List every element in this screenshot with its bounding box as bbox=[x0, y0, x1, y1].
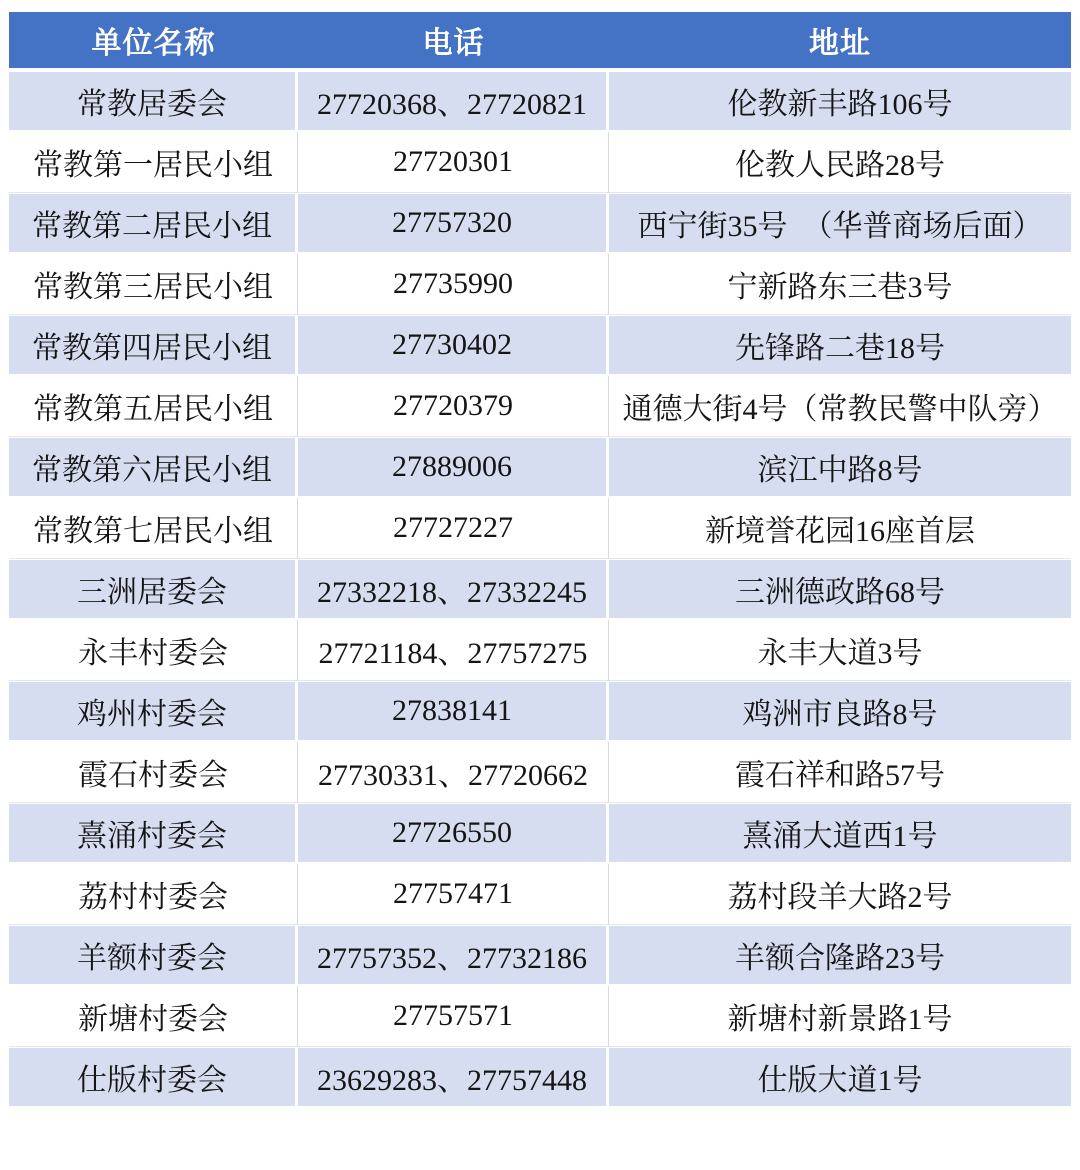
phone-cell: 27730331、27720662 bbox=[298, 742, 609, 803]
name-cell: 鸡州村委会 bbox=[9, 681, 298, 742]
name-cell: 熹涌村委会 bbox=[9, 803, 298, 864]
address-cell: 伦教新丰路106号 bbox=[609, 71, 1071, 132]
address-cell: 荔村段羊大路2号 bbox=[609, 864, 1071, 925]
phone-cell: 27757320 bbox=[298, 193, 609, 254]
name-cell: 常教居委会 bbox=[9, 71, 298, 132]
name-cell: 常教第二居民小组 bbox=[9, 193, 298, 254]
table-row bbox=[9, 132, 1071, 193]
address-cell: 羊额合隆路23号 bbox=[609, 925, 1071, 986]
column-header-phone: 电话 bbox=[298, 12, 609, 71]
address-cell: 宁新路东三巷3号 bbox=[609, 254, 1071, 315]
table-row bbox=[9, 315, 1071, 376]
table-row bbox=[9, 254, 1071, 315]
table-row bbox=[9, 681, 1071, 742]
phone-cell: 27720368、27720821 bbox=[298, 71, 609, 132]
name-cell: 霞石村委会 bbox=[9, 742, 298, 803]
address-cell: 新塘村新景路1号 bbox=[609, 986, 1071, 1047]
phone-cell: 27757571 bbox=[298, 986, 609, 1047]
table-row bbox=[9, 437, 1071, 498]
table-row bbox=[9, 803, 1071, 864]
phone-cell: 27730402 bbox=[298, 315, 609, 376]
table-row bbox=[9, 864, 1071, 925]
phone-cell: 27757471 bbox=[298, 864, 609, 925]
table-row bbox=[9, 376, 1071, 437]
address-cell: 仕版大道1号 bbox=[609, 1047, 1071, 1108]
address-cell: 先锋路二巷18号 bbox=[609, 315, 1071, 376]
table-row bbox=[9, 925, 1071, 986]
table-row bbox=[9, 1047, 1071, 1108]
phone-cell: 27721184、27757275 bbox=[298, 620, 609, 681]
column-header-address: 地址 bbox=[609, 12, 1071, 71]
name-cell: 仕版村委会 bbox=[9, 1047, 298, 1108]
name-cell: 常教第七居民小组 bbox=[9, 498, 298, 559]
name-cell: 荔村村委会 bbox=[9, 864, 298, 925]
address-cell: 三洲德政路68号 bbox=[609, 559, 1071, 620]
name-cell: 常教第三居民小组 bbox=[9, 254, 298, 315]
phone-cell: 27720379 bbox=[298, 376, 609, 437]
table-row bbox=[9, 193, 1071, 254]
address-cell: 通德大街4号（常教民警中队旁） bbox=[609, 376, 1071, 437]
column-header-unit-name: 单位名称 bbox=[9, 12, 298, 71]
phone-cell: 27735990 bbox=[298, 254, 609, 315]
table-row bbox=[9, 986, 1071, 1047]
name-cell: 常教第一居民小组 bbox=[9, 132, 298, 193]
contact-table bbox=[9, 12, 1071, 1108]
name-cell: 羊额村委会 bbox=[9, 925, 298, 986]
address-cell: 西宁街35号 （华普商场后面） bbox=[609, 193, 1071, 254]
name-cell: 新塘村委会 bbox=[9, 986, 298, 1047]
name-cell: 常教第六居民小组 bbox=[9, 437, 298, 498]
address-cell: 滨江中路8号 bbox=[609, 437, 1071, 498]
table-row bbox=[9, 620, 1071, 681]
phone-cell: 27889006 bbox=[298, 437, 609, 498]
name-cell: 永丰村委会 bbox=[9, 620, 298, 681]
address-cell: 伦教人民路28号 bbox=[609, 132, 1071, 193]
address-cell: 新境誉花园16座首层 bbox=[609, 498, 1071, 559]
name-cell: 常教第五居民小组 bbox=[9, 376, 298, 437]
address-cell: 熹涌大道西1号 bbox=[609, 803, 1071, 864]
phone-cell: 27757352、27732186 bbox=[298, 925, 609, 986]
name-cell: 常教第四居民小组 bbox=[9, 315, 298, 376]
header-row bbox=[9, 12, 1071, 71]
phone-cell: 23629283、27757448 bbox=[298, 1047, 609, 1108]
address-cell: 鸡洲市良路8号 bbox=[609, 681, 1071, 742]
address-cell: 永丰大道3号 bbox=[609, 620, 1071, 681]
table-row bbox=[9, 71, 1071, 132]
phone-cell: 27332218、27332245 bbox=[298, 559, 609, 620]
name-cell: 三洲居委会 bbox=[9, 559, 298, 620]
table-row bbox=[9, 742, 1071, 803]
phone-cell: 27727227 bbox=[298, 498, 609, 559]
phone-cell: 27838141 bbox=[298, 681, 609, 742]
phone-cell: 27726550 bbox=[298, 803, 609, 864]
table-row bbox=[9, 559, 1071, 620]
table-row bbox=[9, 498, 1071, 559]
phone-cell: 27720301 bbox=[298, 132, 609, 193]
address-cell: 霞石祥和路57号 bbox=[609, 742, 1071, 803]
